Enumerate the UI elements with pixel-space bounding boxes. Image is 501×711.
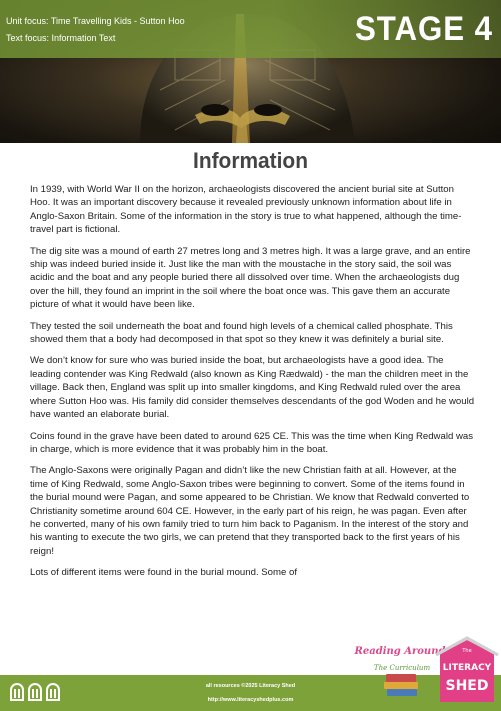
text-focus-label: Text focus: Information Text [6,33,116,43]
unit-focus-label: Unit focus: Time Travelling Kids - Sutton Hoo [6,16,185,26]
reading-around-text: Reading Around [354,646,446,657]
copyright-text: all resources ©2025 Literacy Shed [205,683,296,689]
paragraph: In 1939, with World War II on the horizon, archaeologists discovered the ancient burial site at Sutton Hoo. It was an important discovery because it revealed previously unknown information about life in Anglo-Saxon Britain. Some of the information in the story is true to what happened, although the time-travel part is fictional. [30,184,462,236]
literacy-shed-the: The [462,648,472,654]
page-title: Information [193,148,308,173]
paragraph: We don’t know for sure who was buried inside the boat, but archaeologists have a good idea. The leading contender was King Redwald (also known as King Rædwald) - the man the children meet in the village. Back then, England was split up into smaller kingdoms, and King Redwald ruled over the area where Sutton Hoo was. His family did consider themselves descendants of the god Woden and he would have wanted an elaborate burial. [30,355,475,421]
paragraph: Coins found in the grave have been dated to around 625 CE. This was the time when King Redwald was in charge, which is more evidence that it was probably him in the boat. [30,430,474,455]
literacy-shed-literacy: LITERACY [442,663,492,673]
paragraph: The dig site was a mound of earth 27 metres long and 3 metres high. It was a large grave, and an entire ship was indeed buried inside it. Just like the man with the moustache in the story said, the soil was acidic and the boat and any people buried there all dissolved over time. When the archaeologists dug over the hill, they found an imprint in the soil where the boat once was. This gave them an accurate picture of what it would have been like. [30,245,471,311]
website-link[interactable]: http://www.literacyshedplus.com [207,697,294,703]
article-body [30,183,476,588]
paragraph: The Anglo-Saxons were originally Pagan and didn’t like the new Christian faith at all. However, at the time of King Redwald, some Anglo-Saxon tribes were beginning to convert. Some of the items found in the burial mound were Pagan, and some appeared to be Christian. We know that Redwald converted to Christianity sometime around 604 CE. However, in the early part of his reign, he was pagan. Even after he converted, many of his own family tried to turn him back to Paganism. In the interest of the story and his wanting to execute the two girls, we can pretend that they transported back to the first years of his reign! [30,465,470,557]
curriculum-text: The Curriculum [373,664,431,672]
paragraph: Lots of different items were found in the burial mound. Some of [30,567,297,579]
literacy-shed-shed: SHED [445,678,489,694]
stage-label: STAGE 4 [355,10,493,48]
paragraph: They tested the soil underneath the boat and found high levels of a chemical called phosphate. This showed them that a body had decomposed in that spot so they knew it was definitely a burial site. [30,320,453,346]
hero-banner [0,0,501,143]
publisher-logos [354,632,495,707]
